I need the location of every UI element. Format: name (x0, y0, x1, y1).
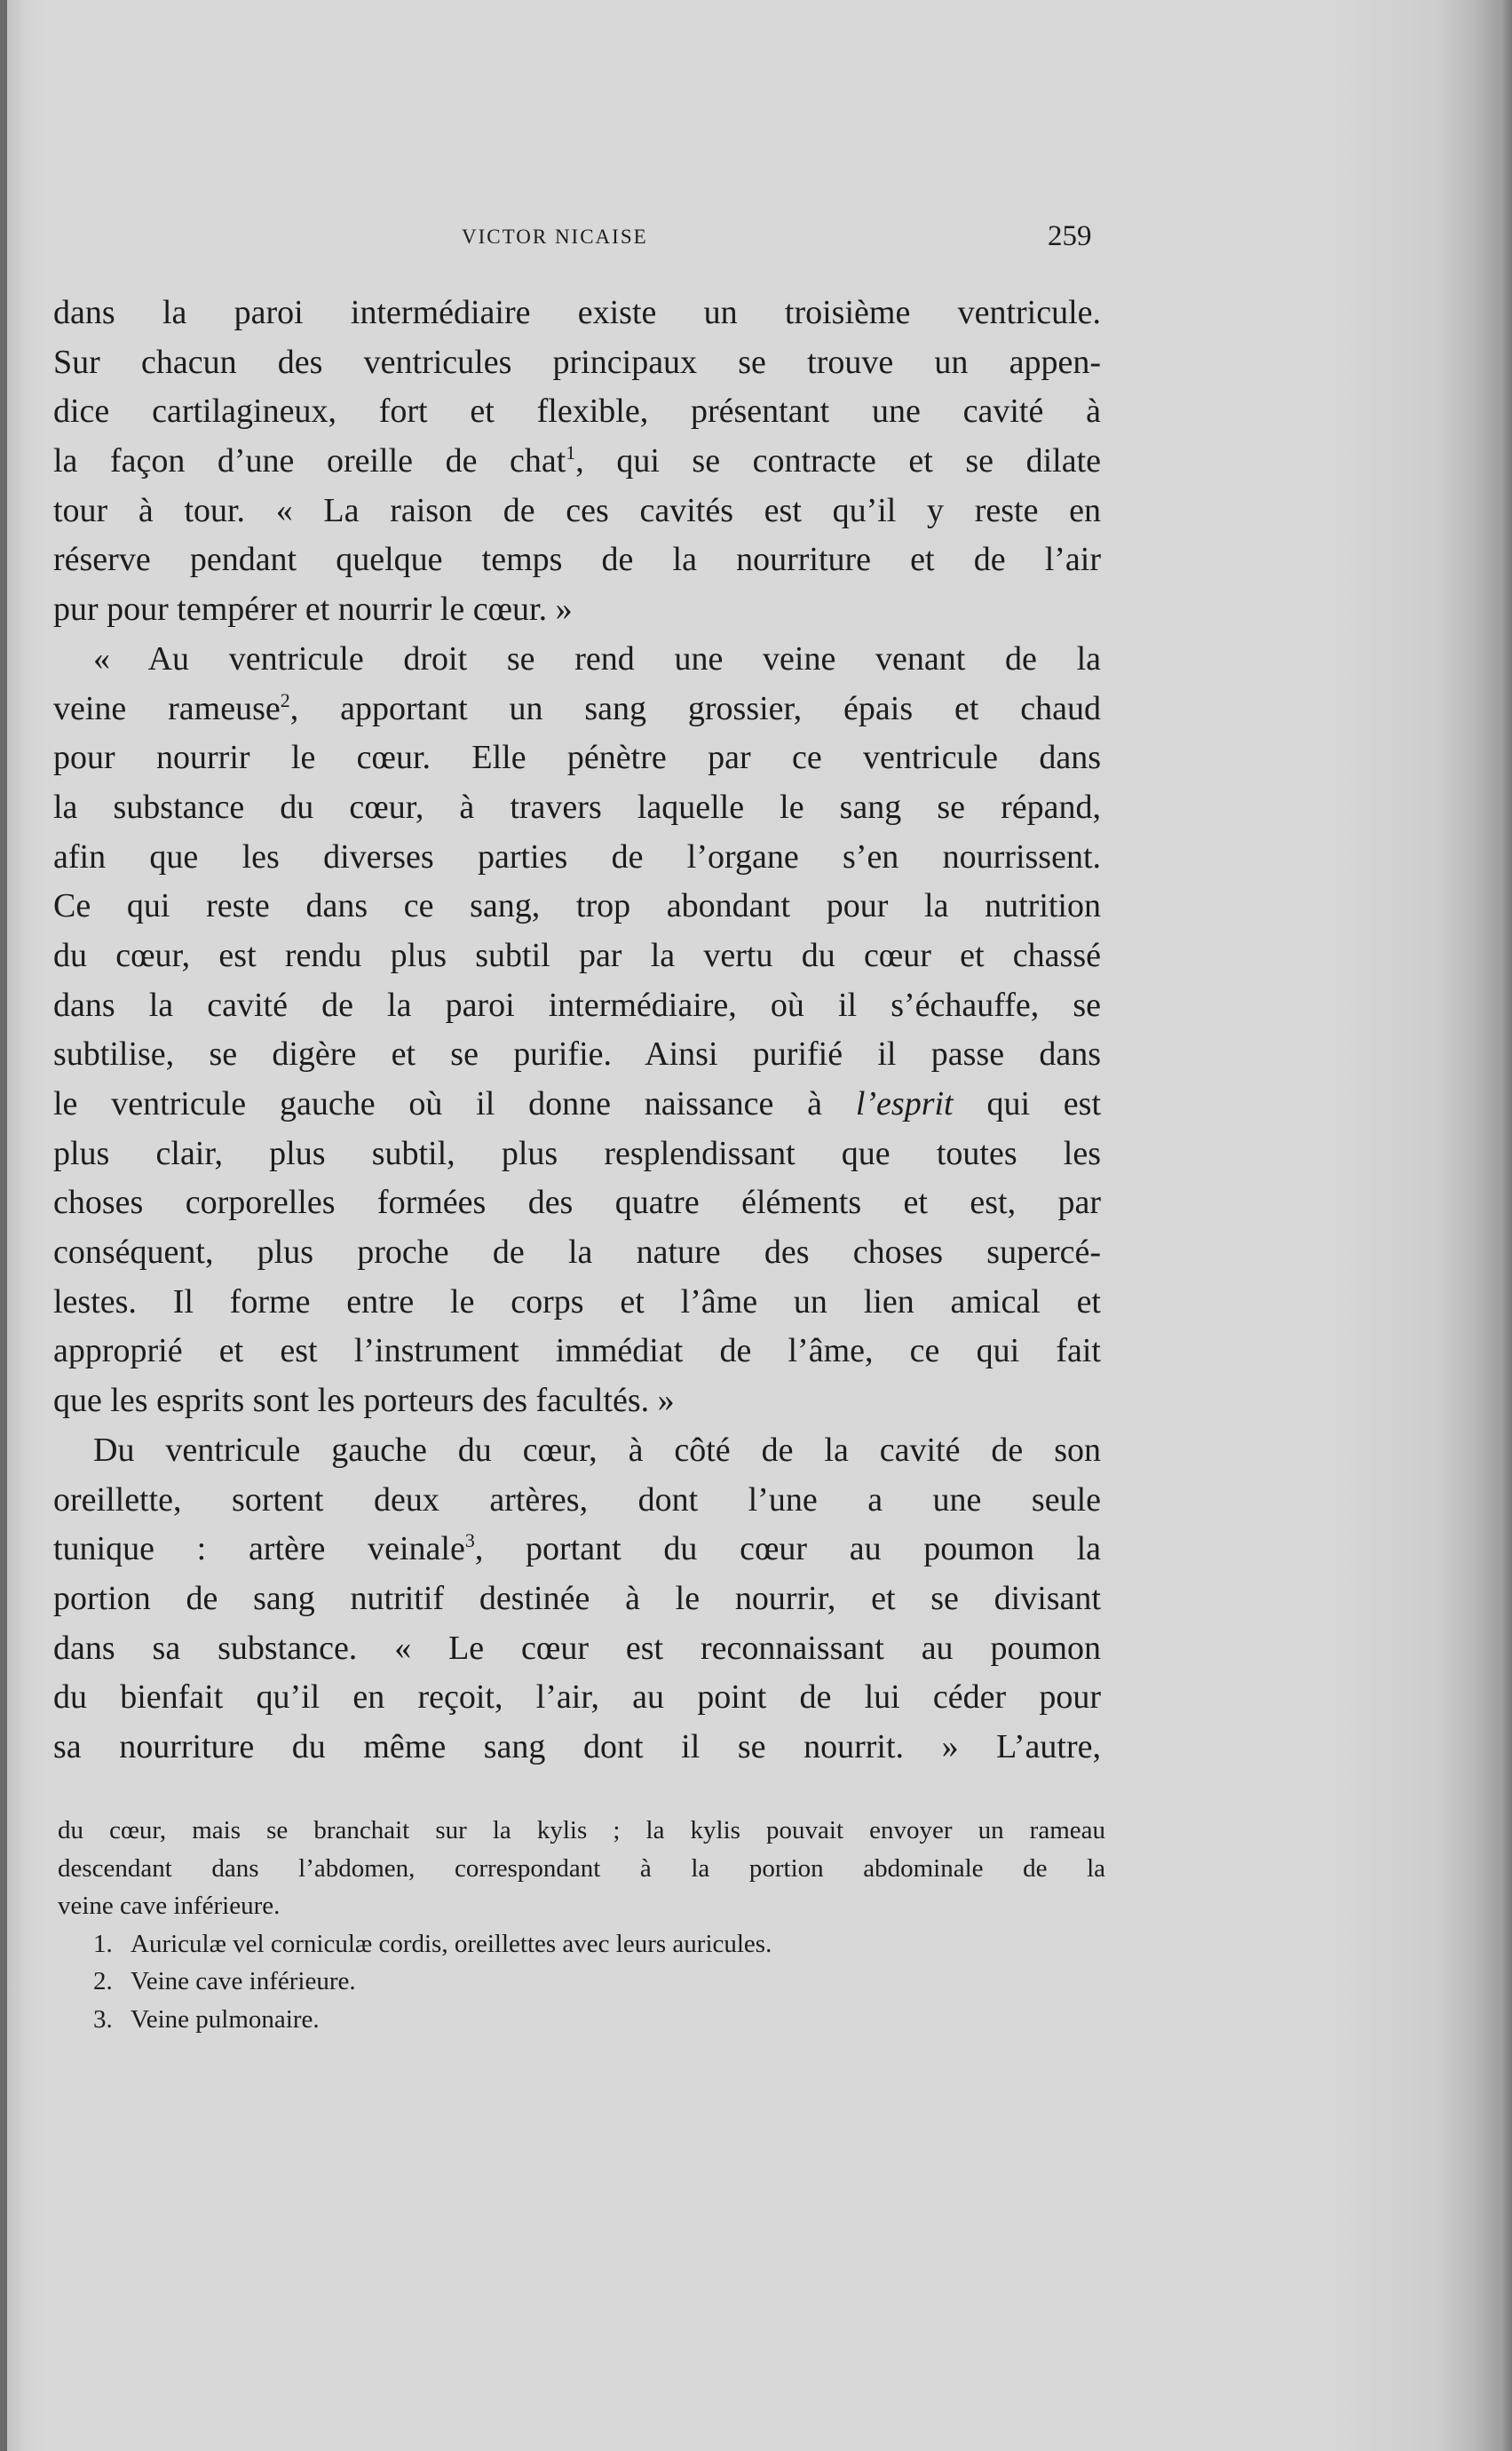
text-line: pour nourrir le cœur. Elle pénètre par ce ventricule dans (53, 739, 1101, 777)
text-line: dice cartilagineux, fort et flexible, présentant une cavité à (53, 393, 1101, 431)
text-segment: la façon d’une oreille de chat (53, 442, 566, 480)
text-line: plus clair, plus subtil, plus resplendissant que toutes les (53, 1134, 1101, 1172)
text-line: réserve pendant quelque temps de la nourriture et de l’air (53, 541, 1101, 579)
text-line: afin que les diverses parties de l’organe s’en nourrissent. (53, 837, 1101, 876)
text-segment: le ventricule gauche où il donne naissance à (53, 1085, 823, 1122)
text-line: Ce qui reste dans ce sang, trop abondant pour la nutrition (53, 887, 1101, 925)
text-line: sa nourriture du même sang dont il se nourrit. » L’autre, (53, 1727, 1101, 1765)
footnote-continuation-line: du cœur, mais se branchait sur la kylis ; la kylis pouvait envoyer un rameau (58, 1816, 1105, 1844)
page-right-edge (1500, 0, 1512, 2451)
text-line: lestes. Il forme entre le corps et l’âme un lien amical et (53, 1282, 1101, 1321)
footnote-continuation-line: veine cave inférieure. (58, 1892, 281, 1920)
text-line: approprié et est l’instrument immédiat de l’âme, ce qui fait (53, 1332, 1101, 1370)
text-line (53, 685, 1101, 734)
text-line: que les esprits sont les porteurs des facultés. » (53, 1382, 675, 1420)
page-left-edge (0, 0, 7, 2451)
text-line: dans la paroi intermédiaire existe un troisième ventricule. (53, 294, 1101, 331)
text-line: dans la cavité de la paroi intermédiaire, où il s’échauffe, se (53, 986, 1101, 1024)
text-line: portion de sang nutritif destinée à le nourrir, et se divisant (53, 1579, 1101, 1617)
text-segment: veine rameuse (53, 689, 281, 727)
text-line: conséquent, plus proche de la nature des choses supercé- (53, 1233, 1101, 1272)
text-line: « Au ventricule droit se rend une veine venant de la (93, 639, 1101, 678)
body-text (53, 289, 1101, 1773)
footnote-1 (58, 1925, 1105, 1963)
text-line (53, 1080, 1101, 1130)
footnote-ref-2: 2 (280, 688, 290, 711)
footnote-continuation-line: descendant dans l’abdomen, correspondant à la portion abdominale de la (58, 1853, 1105, 1883)
footnote-2 (58, 1963, 1105, 2001)
footnote-number: 3. (93, 2004, 113, 2034)
text-segment: qui est (986, 1085, 1102, 1122)
text-line: dans sa substance. « Le cœur est reconnaissant au poumon (53, 1629, 1101, 1667)
footnote-text: Veine pulmonaire. (131, 2004, 320, 2034)
text-line: du bienfait qu’il en reçoit, l’air, au point de lui céder pour (53, 1678, 1101, 1717)
footnote-ref-1: 1 (566, 441, 576, 464)
text-line: choses corporelles formées des quatre éléments et est, par (53, 1184, 1101, 1222)
footnote-number: 2. (93, 1967, 113, 1995)
footnote-ref-3: 3 (464, 1529, 475, 1552)
text-segment: , apportant un sang grossier, épais et chaud (289, 689, 1101, 727)
text-segment: tunique : artère veinale (53, 1530, 465, 1568)
footnotes (58, 1812, 1105, 2038)
text-line: Sur chacun des ventricules principaux se trouve un appen- (53, 343, 1101, 381)
footnote-text: Auriculæ vel corniculæ cordis, oreillettes avec leurs auricules. (131, 1929, 772, 1958)
text-segment: , qui se contracte et se dilate (575, 442, 1101, 480)
running-title: VICTOR NICAISE (462, 226, 648, 248)
text-line: oreillette, sortent deux artères, dont l’une a une seule (53, 1480, 1101, 1519)
text-line: tour à tour. « La raison de ces cavités est qu’il y reste en (53, 491, 1101, 529)
text-segment: , portant du cœur au poumon la (474, 1530, 1101, 1568)
footnote-number: 1. (93, 1929, 113, 1958)
italic-term: l’esprit (855, 1085, 954, 1122)
footnote-3 (58, 2001, 1105, 2039)
page-number: 259 (1048, 220, 1092, 252)
text-line (53, 437, 1101, 487)
text-line: subtilise, se digère et se purifie. Ainsi purifié il passe dans (53, 1035, 1101, 1074)
text-line (53, 1525, 1101, 1575)
text-line: pur pour tempérer et nourrir le cœur. » (53, 591, 573, 629)
text-line: la substance du cœur, à travers laquelle le sang se répand, (53, 788, 1101, 826)
text-line: du cœur, est rendu plus subtil par la vertu du cœur et chassé (53, 936, 1101, 974)
footnote-text: Veine cave inférieure. (131, 1967, 356, 1995)
text-line: Du ventricule gauche du cœur, à côté de la cavité de son (93, 1431, 1101, 1469)
